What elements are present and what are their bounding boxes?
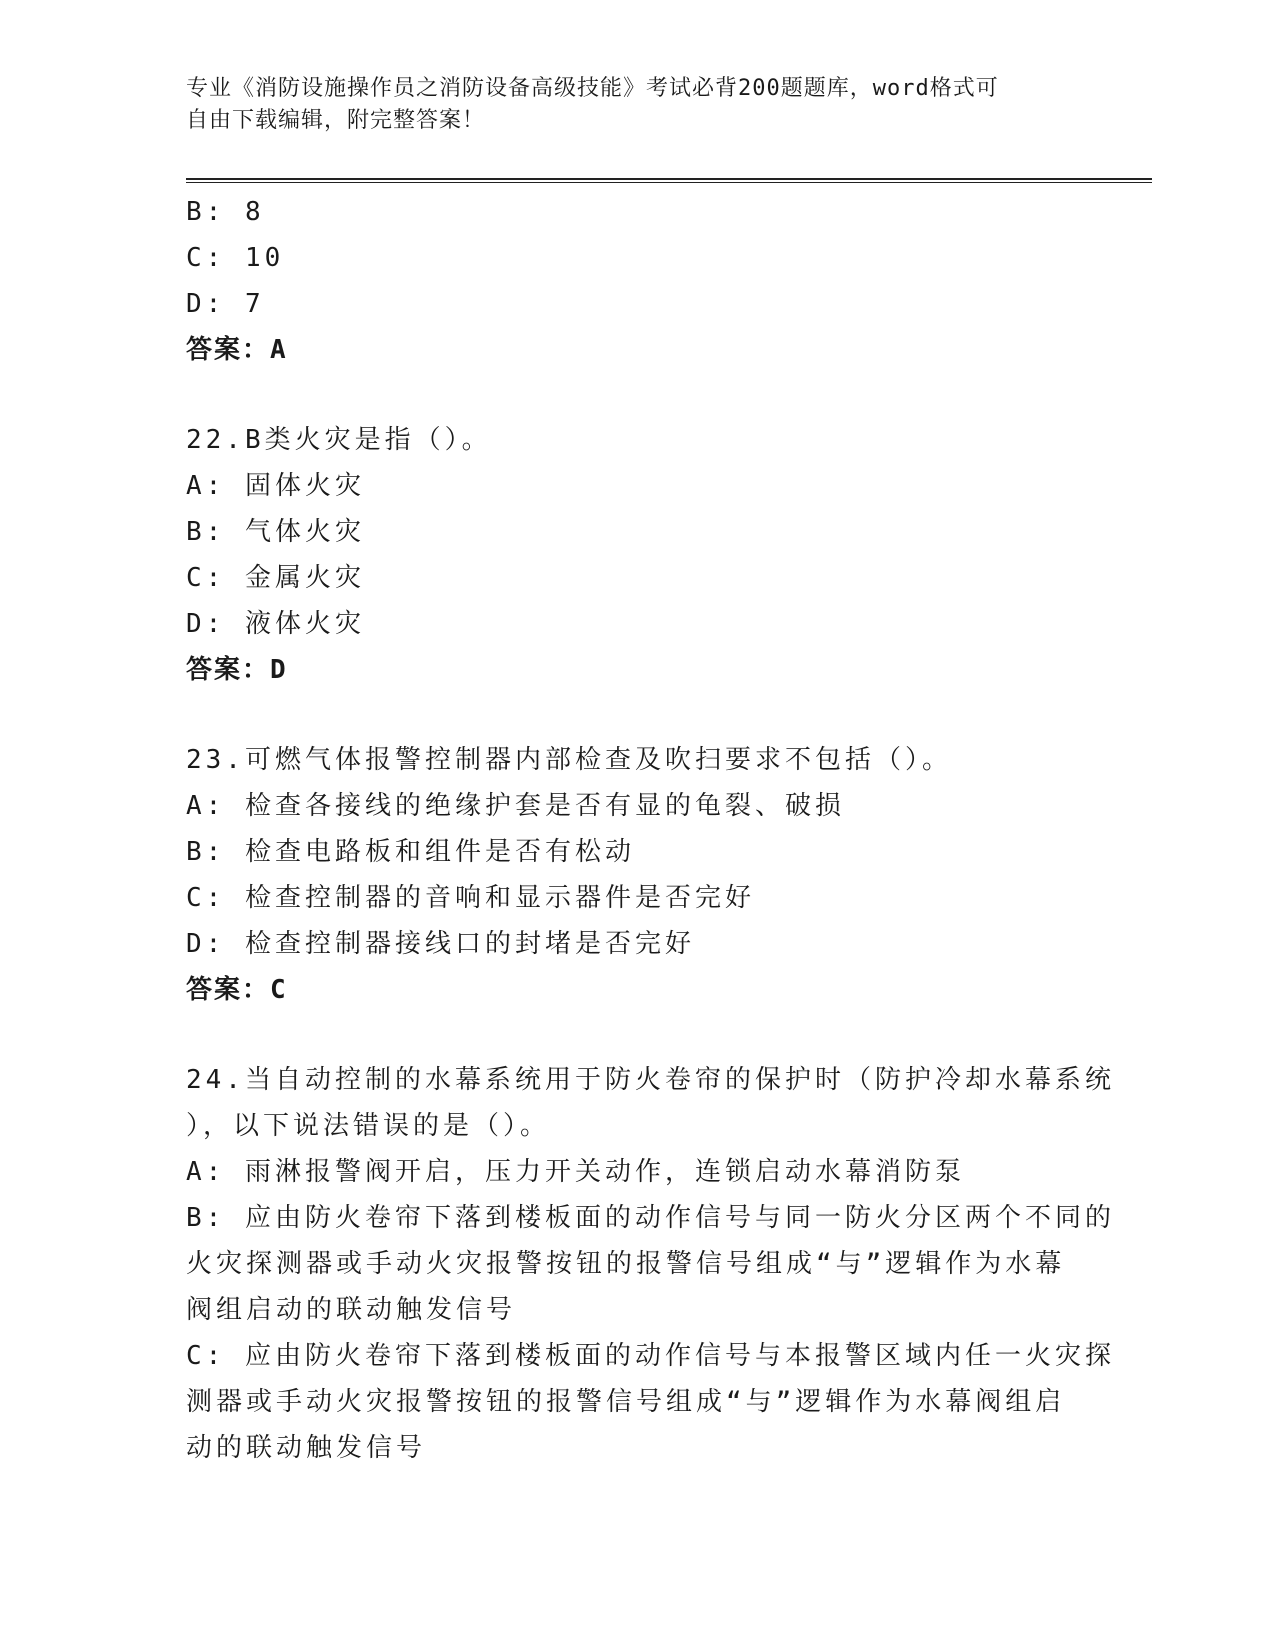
option-c: C: 10 xyxy=(186,243,285,273)
header-divider xyxy=(186,178,1152,183)
header-title-line-1: 专业《消防设施操作员之消防设备高级技能》考试必背200题题库，word格式可 xyxy=(186,76,999,101)
question-text-line-2: ），以下说法错误的是（）。 xyxy=(186,1111,551,1141)
option-b-line-3: 阀组启动的联动触发信号 xyxy=(186,1295,517,1325)
option-c-line-1: C: 应由防火卷帘下落到楼板面的动作信号与本报警区域内任一火灾探 xyxy=(186,1341,1115,1371)
option-a: A: 固体火灾 xyxy=(186,471,365,501)
option-c: C: 金属火灾 xyxy=(186,563,365,593)
page-header xyxy=(186,73,1066,137)
option-c-line-2: 测器或手动火灾报警按钮的报警信号组成“与”逻辑作为水幕阀组启 xyxy=(186,1387,1066,1417)
spacer xyxy=(186,1013,1086,1057)
option-d: D: 检查控制器接线口的封堵是否完好 xyxy=(186,929,695,959)
option-d: D: 7 xyxy=(186,289,265,319)
answer: 答案：A xyxy=(186,335,288,365)
option-b: B: 检查电路板和组件是否有松动 xyxy=(186,837,635,867)
option-b: B: 气体火灾 xyxy=(186,517,365,547)
header-title-line-2: 自由下载编辑，附完整答案！ xyxy=(186,108,486,133)
question-text: 23.可燃气体报警控制器内部检查及吹扫要求不包括（）。 xyxy=(186,745,952,775)
answer: 答案：D xyxy=(186,655,288,685)
question-24 xyxy=(186,1057,1115,1471)
option-c: C: 检查控制器的音响和显示器件是否完好 xyxy=(186,883,755,913)
question-22 xyxy=(186,417,1086,693)
option-b: B: 8 xyxy=(186,197,265,227)
spacer xyxy=(186,373,1086,417)
option-a: A: 检查各接线的绝缘护套是否有显的龟裂、破损 xyxy=(186,791,845,821)
question-text: 22.B类火灾是指（）。 xyxy=(186,425,492,455)
option-d: D: 液体火灾 xyxy=(186,609,365,639)
answer: 答案：C xyxy=(186,975,288,1005)
option-b-line-2: 火灾探测器或手动火灾报警按钮的报警信号组成“与”逻辑作为水幕 xyxy=(186,1249,1066,1279)
spacer xyxy=(186,693,1086,737)
question-23 xyxy=(186,737,1086,1013)
question-content xyxy=(186,189,1115,1471)
option-a: A: 雨淋报警阀开启，压力开关动作，连锁启动水幕消防泵 xyxy=(186,1157,965,1187)
question-21-tail xyxy=(186,189,1086,373)
question-text-line-1: 24.当自动控制的水幕系统用于防火卷帘的保护时（防护冷却水幕系统 xyxy=(186,1065,1115,1095)
option-c-line-3: 动的联动触发信号 xyxy=(186,1433,427,1463)
option-b-line-1: B: 应由防火卷帘下落到楼板面的动作信号与同一防火分区两个不同的 xyxy=(186,1203,1115,1233)
